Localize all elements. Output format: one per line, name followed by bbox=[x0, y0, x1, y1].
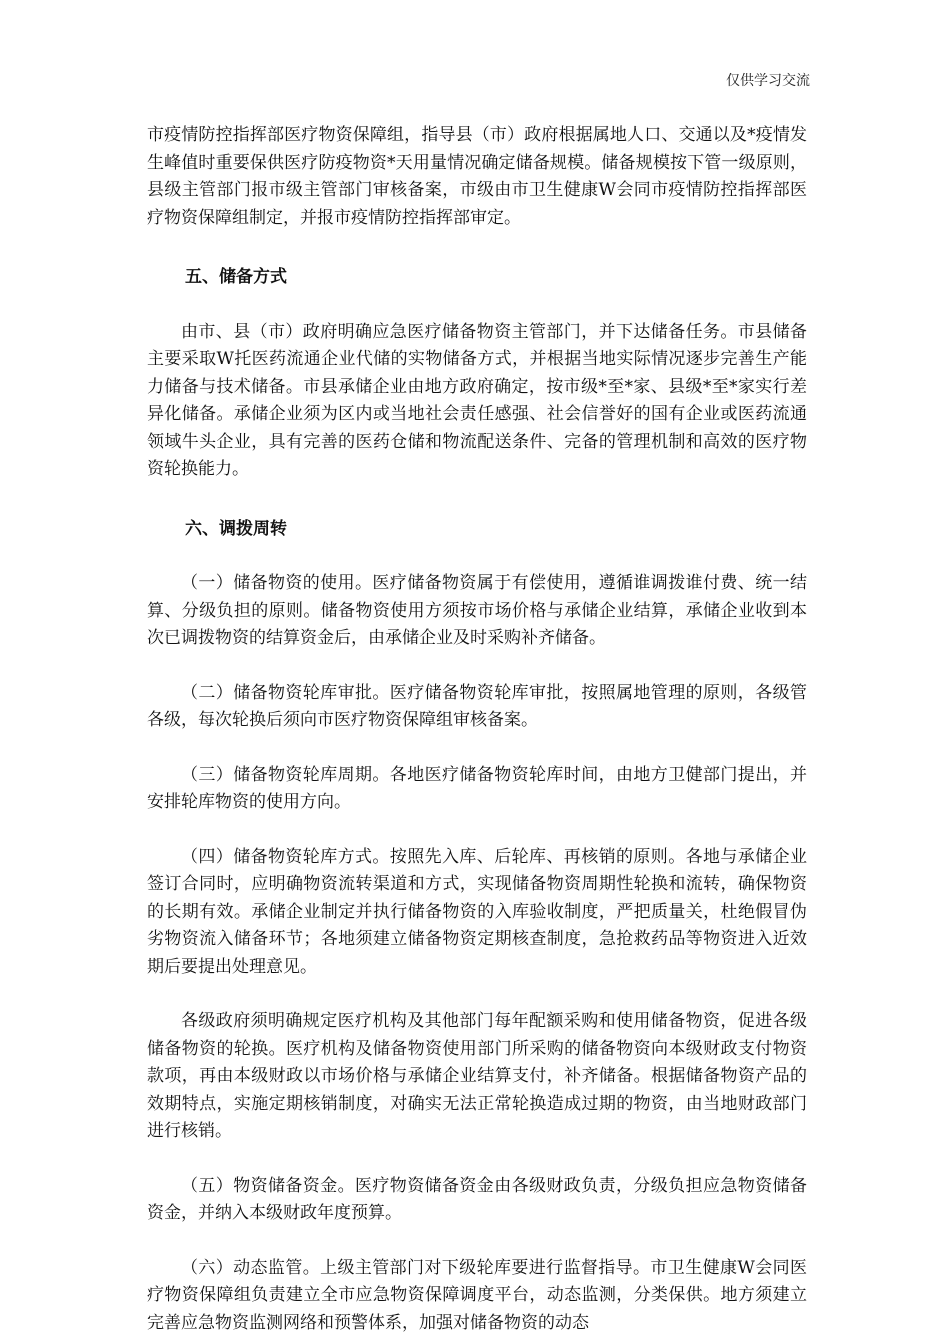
section-6-heading: 六、调拨周转 bbox=[185, 518, 287, 539]
section-6-item-2: （二）储备物资轮库审批。医疗储备物资轮库审批，按照属地管理的原则，各级管各级，每次轮换后须向市医疗物资保障组审核备案。 bbox=[147, 682, 807, 730]
section-6-item-6: （六）动态监管。上级主管部门对下级轮库要进行监督指导。市卫生健康W会同医疗物资保障组负责建立全市应急物资保障调度平台，动态监测，分类保供。地方须建立完善应急物资监测网络和预警体系，加强对储备物资的动态 bbox=[147, 1257, 807, 1333]
section-6-item-1: （一）储备物资的使用。医疗储备物资属于有偿使用，遵循谁调拨谁付费、统一结算、分级负担的原则。储备物资使用方须按市场价格与承储企业结算，承储企业收到本次已调拨物资的结算资金后，由承储企业及时采购补齐储备。 bbox=[147, 573, 807, 648]
section-6-item-3: （三）储备物资轮库周期。各地医疗储备物资轮库时间，由地方卫健部门提出，并安排轮库物资的使用方向。 bbox=[147, 764, 807, 812]
section-6-item-4: （四）储备物资轮库方式。按照先入库、后轮库、再核销的原则。各地与承储企业签订合同时，应明确物资流转渠道和方式，实现储备物资周期性轮换和流转，确保物资的长期有效。承储企业制定并执行储备物资的入库验收制度，严把质量关，杜绝假冒伪劣物资流入储备环节；各地须建立储备物资定期核查制度，急抢救药品等物资进入近效期后要提出处理意见。 bbox=[147, 846, 807, 977]
section-5-heading: 五、储备方式 bbox=[185, 267, 287, 287]
section-6-paragraph-rotation: 各级政府须明确规定医疗机构及其他部门每年配额采购和使用储备物资，促进各级储备物资的轮换。医疗机构及储备物资使用部门所采购的储备物资向本级财政支付物资款项，再由本级财政以市场价格与承储企业结算支付，补齐储备。根据储备物资产品的效期特点，实施定期核销制度，对确实无法正常轮换造成过期的物资，由当地财政部门进行核销。 bbox=[147, 1011, 807, 1141]
header-note: 仅供学习交流 bbox=[726, 73, 810, 89]
document-body bbox=[147, 122, 807, 1337]
intro-paragraph: 市疫情防控指挥部医疗物资保障组，指导县（市）政府根据属地人口、交通以及*疫情发生峰值时重要保供医疗防疫物资*天用量情况确定储备规模。储备规模按下管一级原则，县级主管部门报市级主管部门审核备案，市级由市卫生健康W会同市疫情防控指挥部医疗物资保障组制定，并报市疫情防控指挥部审定。 bbox=[147, 125, 807, 228]
section-6-item-5: （五）物资储备资金。医疗物资储备资金由各级财政负责，分级负担应急物资储备资金，并纳入本级财政年度预算。 bbox=[147, 1175, 807, 1223]
section-5-paragraph: 由市、县（市）政府明确应急医疗储备物资主管部门，并下达储备任务。市县储备主要采取W托医药流通企业代储的实物储备方式，并根据当地实际情况逐步完善生产能力储备与技术储备。市县承储企业由地方政府确定，按市级*至*家、县级*至*家实行差异化储备。承储企业须为区内或当地社会责任感强、社会信誉好的国有企业或医药流通领域牛头企业，具有完善的医药仓储和物流配送条件、完备的管理机制和高效的医疗物资轮换能力。 bbox=[147, 321, 807, 479]
